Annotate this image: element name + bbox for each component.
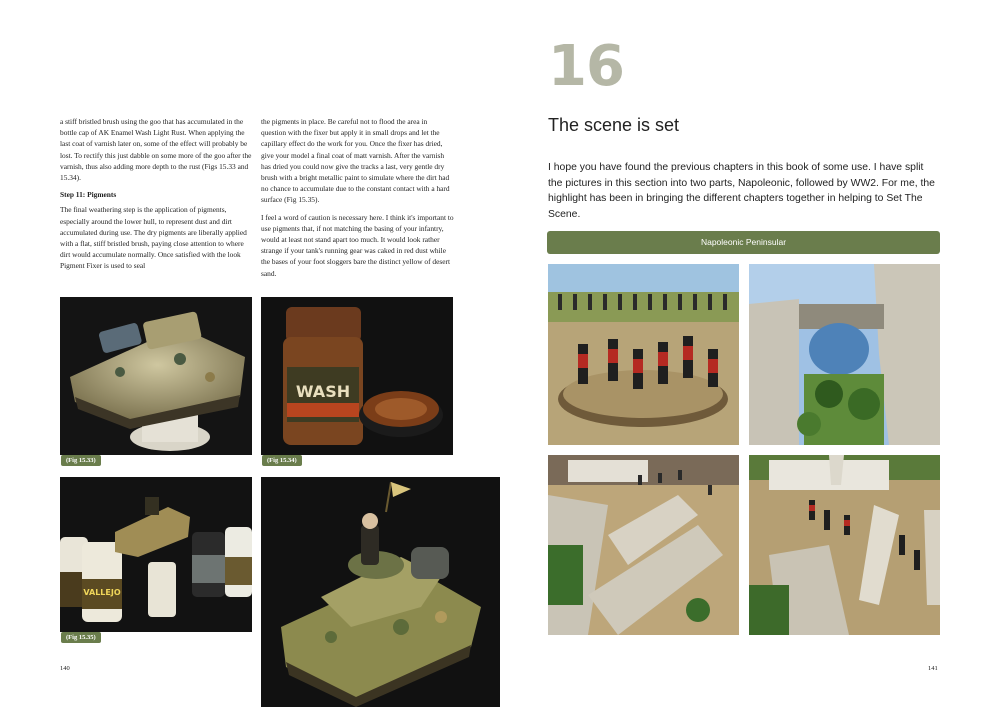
chapter-number: 16 [548,34,624,99]
paragraph: a stiff bristled brush using the goo that has accumulated in the bottle cap of AK Enamel Wash Light Rust. When applying the last coat of varnish later on, some of the effect will probably be lost. To rectify this just dabble on some more of the goo after the varnish, thus also adding more depth to the rust (Figs 15.33 and 15.34). [60,117,252,183]
photo-fig-15-33 [60,297,252,455]
paragraph: The final weathering step is the application of pigments, especially around the lower hull, to represent dust and dirt accumulated during use. The dry pigments are liberally applied with a flat, stiff bristled brush, paying close attention to where dirt would accumulate normally. Once satisfied with the look Pigment Fixer is used to seal [60,205,247,271]
chapter-title: The scene is set [548,115,680,135]
left-column-2 [261,116,454,285]
photo-tank-with-flag [261,477,500,707]
step-heading: Step 11: Pigments [60,190,117,200]
photo-napoleonic-infantry [548,264,739,445]
paragraph: the pigments in place. Be careful not to flood the area in question with the fixer but apply it in small drops and let the capillary effect do the work for you. Once the fixer has dried, give your model a final coat of matt varnish. After the varnish has dried you could now give the tracks a last, very gentle dry brush with a bright metallic paint to simulate where the dirt had no chance to accumulate due to the constant contact with a hard surface (Fig 15.35). [261,117,450,205]
paragraph: I feel a word of caution is necessary here. I think it's important to use pigments that, if not matching the basing of your infantry, would at least not stand apart too much. It would look rather strange if your tank's running gear was caked in red dust while the bases of your foot sloggers bare the distinct yellow of desert sand. [261,212,454,278]
chapter-intro: I hope you have found the previous chapters in this book of some use. I have split the pictures in this section into two parts, Napoleonic, followed by WW2. For me, the highlight has been in bringing the different chapters together in helping to Set The Scene. [548,162,935,220]
fig-caption: (Fig 15.34) [262,455,302,466]
fig-caption: (Fig 15.35) [61,632,101,643]
page-number-right: 141 [928,665,938,672]
photo-fig-15-34 [261,297,453,455]
fig-caption: (Fig 15.33) [61,455,101,466]
photo-stone-bridge [749,264,940,445]
left-column-1 [60,116,252,278]
svg-text:VALLEJO: VALLEJO [83,588,121,597]
section-label-bar: Napoleonic Peninsular [547,231,940,254]
page-number-left: 140 [60,665,70,672]
photo-village-ruins [548,455,739,635]
photo-fig-15-35 [60,477,252,632]
svg-text:WASH: WASH [295,382,351,401]
photo-battle-ruins [749,455,940,635]
